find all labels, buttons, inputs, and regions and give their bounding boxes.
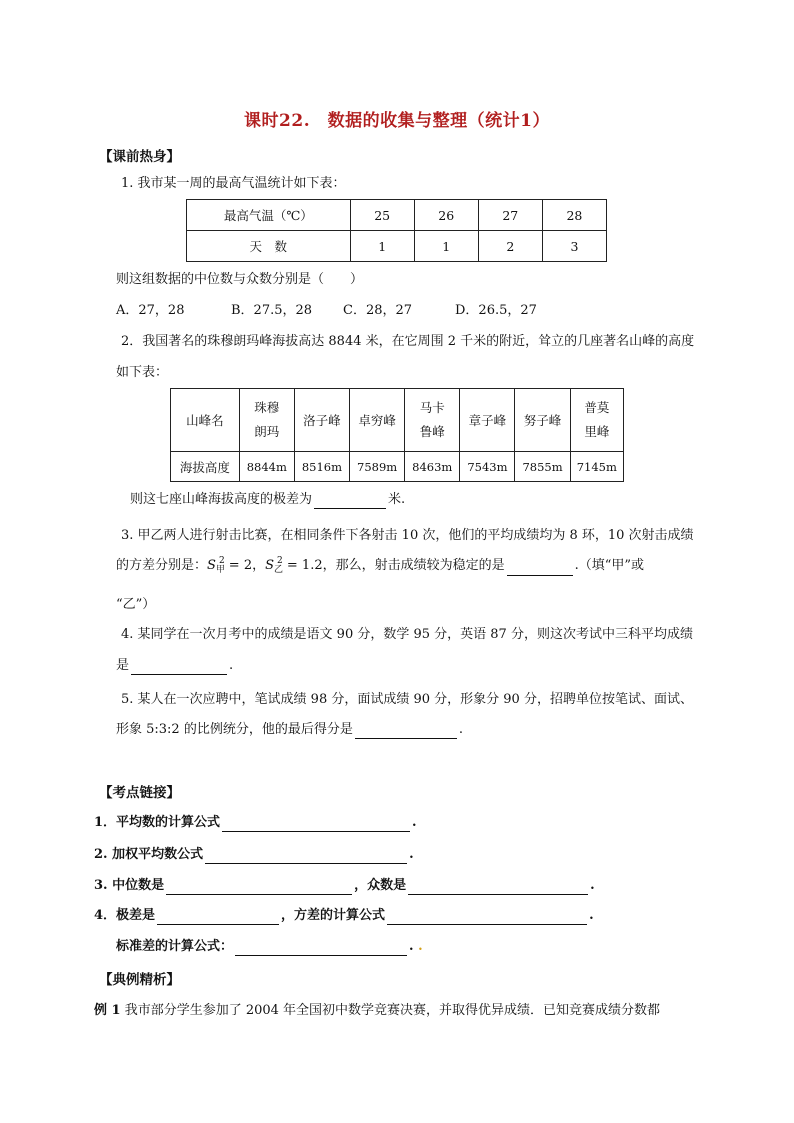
table-cell: 1	[414, 231, 478, 262]
q1-option-b: B．27.5，28	[231, 303, 313, 318]
answer-blank[interactable]	[205, 849, 407, 864]
table-cell: 7589m	[350, 452, 405, 482]
table-cell: 8844m	[239, 452, 294, 482]
answer-blank[interactable]	[507, 561, 573, 576]
q1-ask: 则这组数据的中位数与众数分别是（ ）	[116, 272, 364, 287]
q1-temperature-table	[186, 199, 607, 262]
link-range-variance: 4．极差是 ，方差的计算公式 .	[94, 908, 594, 923]
answer-blank[interactable]	[222, 817, 410, 832]
table-cell: 28	[542, 200, 606, 231]
link-median-mode: 3. 中位数是 ，众数是 .	[94, 878, 595, 893]
q4-line1: 4. 某同学在一次月考中的成绩是语文 90 分，数学 95 分，英语 87 分，则这次考试中三科平均成绩	[121, 627, 693, 642]
q1-text: 1. 我市某一周的最高气温统计如下表：	[121, 176, 346, 191]
table-cell: 7855m	[515, 452, 570, 482]
q1-option-a: A．27，28	[116, 303, 185, 318]
q5-line1: 5. 某人在一次应聘中，笔试成绩 98 分，面试成绩 90 分，形象分 90 分，招聘单位按笔试、面试、	[121, 692, 693, 707]
answer-blank[interactable]	[408, 880, 588, 895]
answer-blank[interactable]	[157, 910, 279, 925]
q2-line1: 2．我国著名的珠穆朗玛峰海拔高达 8844 米，在它周围 2 千米的附近，耸立的几座著名山峰的高度	[121, 334, 695, 349]
table-cell: 马卡 鲁峰	[405, 389, 460, 452]
table-cell: 25	[350, 200, 414, 231]
table-cell: 27	[478, 200, 542, 231]
page-title: 课时22. 数据的收集与整理（统计1）	[244, 111, 550, 131]
q2-line2: 如下表：	[116, 365, 169, 380]
answer-blank[interactable]	[235, 941, 407, 956]
table-cell: 1	[350, 231, 414, 262]
table-cell: 努子峰	[515, 389, 570, 452]
q3-line3: “乙”）	[116, 597, 156, 612]
q3-line1: 3. 甲乙两人进行射击比赛，在相同条件下各射击 10 次，他们的平均成绩均为 8 环，10 次射击成绩	[121, 528, 694, 543]
link-weighted-mean: 2. 加权平均数公式 .	[94, 847, 414, 862]
table-cell: 章子峰	[460, 389, 515, 452]
example-1: 例 1 我市部分学生参加了 2004 年全国初中数学竞赛决赛，并取得优异成绩．已知竞赛成绩分数都	[94, 1003, 661, 1018]
q1-option-d: D．26.5，27	[455, 303, 537, 318]
answer-blank[interactable]	[314, 494, 386, 509]
section-examples: 【典例精析】	[99, 972, 180, 988]
table-cell: 26	[414, 200, 478, 231]
table-cell: 7543m	[460, 452, 515, 482]
q2-head-label: 山峰名	[171, 389, 240, 452]
table-cell: 普莫 里峰	[570, 389, 623, 452]
q5-line2: 形象 5:3:2 的比例统分，他的最后得分是 .	[116, 722, 463, 737]
s-jia-symbol: S	[207, 558, 216, 573]
table-cell: 7145m	[570, 452, 623, 482]
q1-row2-head: 天 数	[187, 231, 351, 262]
q3-line2: 的方差分别是：$S_甲^2 = 2$，$S_乙^2 = 1.2$，那么，射击成绩较为稳定的是 .（填“甲”或	[116, 556, 645, 575]
s-yi-symbol: S	[265, 558, 275, 573]
q2-height-label: 海拔高度	[171, 452, 240, 482]
q4-line2: 是 .	[116, 658, 234, 673]
q1-option-c: C．28，27	[343, 303, 413, 318]
table-cell: 洛子峰	[294, 389, 349, 452]
answer-blank[interactable]	[131, 660, 227, 675]
table-cell: 8463m	[405, 452, 460, 482]
answer-blank[interactable]	[166, 880, 352, 895]
link-std-formula: 标准差的计算公式： . .	[116, 939, 423, 954]
answer-blank[interactable]	[387, 910, 587, 925]
table-cell: 2	[478, 231, 542, 262]
table-cell: 卓穷峰	[350, 389, 405, 452]
q2-ask: 则这七座山峰海拔高度的极差为 米.	[130, 492, 406, 507]
q2-mountain-table	[170, 388, 624, 482]
section-warmup: 【课前热身】	[99, 149, 180, 165]
table-cell: 珠穆 朗玛	[239, 389, 294, 452]
link-mean-formula: 1．平均数的计算公式 .	[94, 815, 417, 830]
table-cell: 8516m	[294, 452, 349, 482]
answer-blank[interactable]	[355, 724, 457, 739]
q1-row1-head: 最高气温（℃）	[187, 200, 351, 231]
section-links: 【考点链接】	[99, 785, 180, 801]
table-cell: 3	[542, 231, 606, 262]
